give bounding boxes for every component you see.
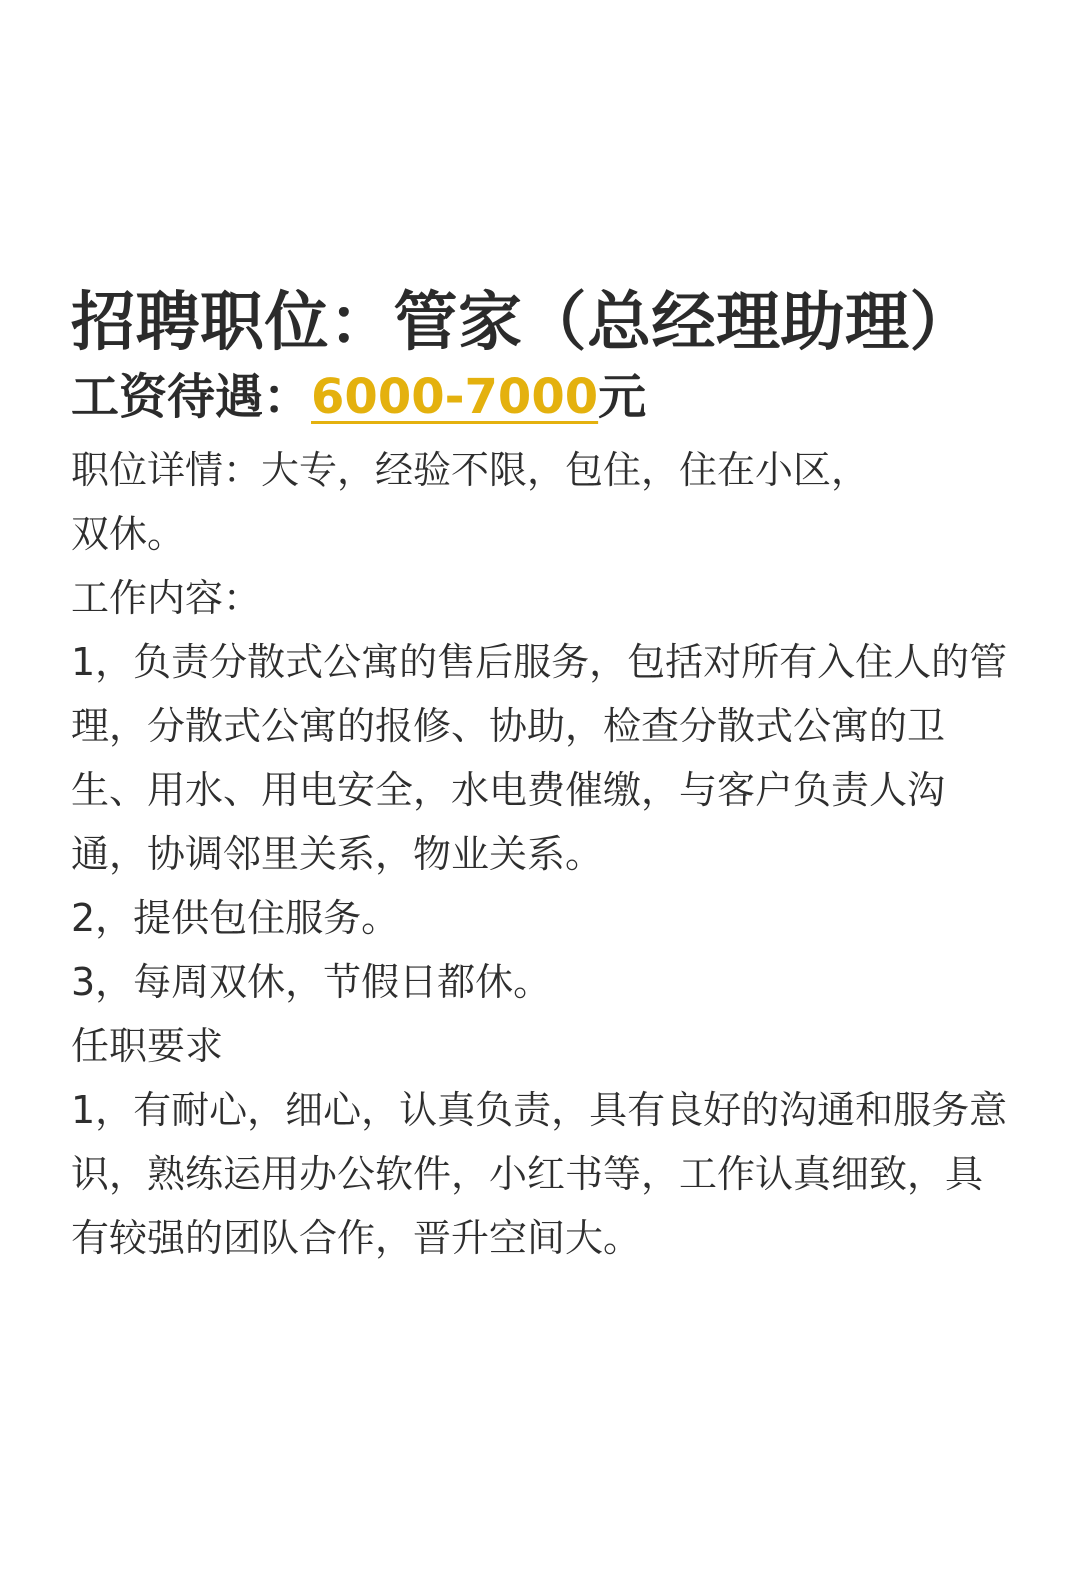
salary-label: 工资待遇： <box>71 369 312 425</box>
job-detail: 职位详情：大专，经验不限，包住，住在小区，双休。 <box>71 448 870 556</box>
duty-item: 2，提供包住服务。 <box>71 896 400 940</box>
job-title: 招聘职位：管家（总经理助理） <box>71 286 974 360</box>
salary-unit: 元 <box>598 369 647 425</box>
requirements-heading: 任职要求 <box>71 1024 224 1068</box>
duty-item: 1，负责分散式公寓的售后服务，包括对所有入住人的管理，分散式公寓的报修、协助，检查分散式公寓的卫生、用水、用电安全，水电费催缴，与客户负责人沟通，协调邻里关系，物业关系。 <box>71 640 1008 876</box>
duties-heading: 工作内容： <box>71 576 262 620</box>
duty-item: 3，每周双休，节假日都休。 <box>71 960 552 1004</box>
salary-line <box>71 364 1011 430</box>
requirement-item: 1，有耐心，细心，认真负责，具有良好的沟通和服务意识，熟练运用办公软件，小红书等，工作认真细致，具有较强的团队合作，晋升空间大。 <box>71 1088 1008 1260</box>
job-posting <box>71 282 1011 1270</box>
salary-value: 6000-7000 <box>311 369 599 425</box>
